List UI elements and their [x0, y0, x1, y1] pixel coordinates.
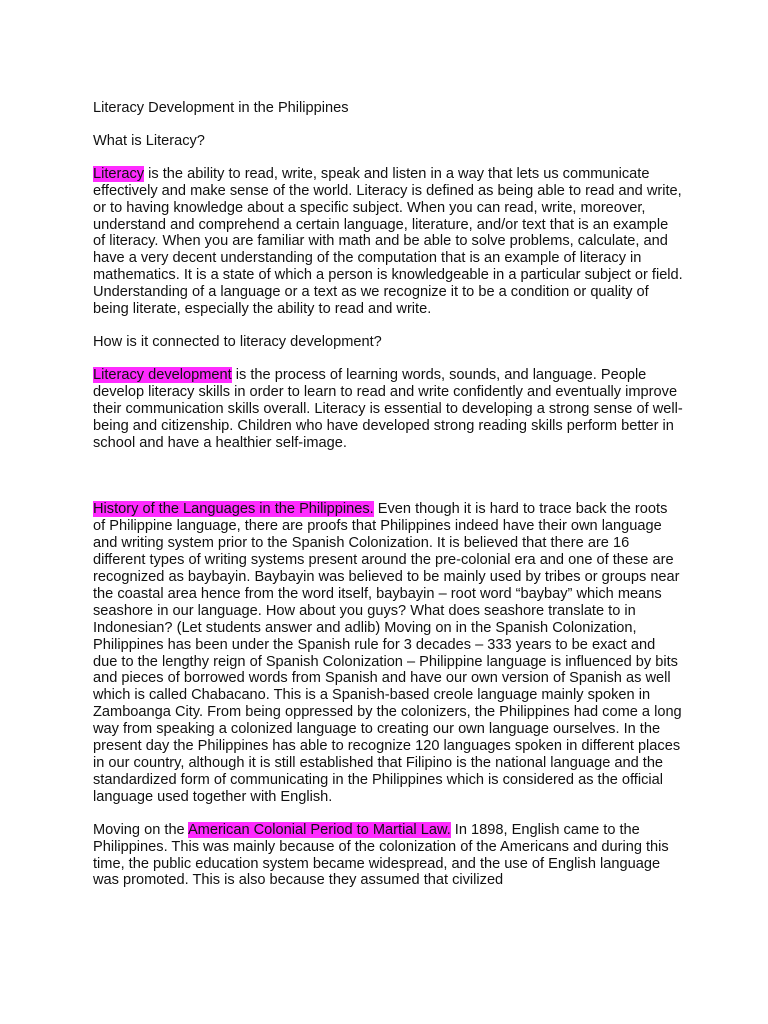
highlight-history-languages: History of the Languages in the Philippines. [93, 501, 374, 518]
paragraph-literacy-development [93, 367, 683, 452]
question-connection: How is it connected to literacy development? [93, 333, 382, 350]
blank-line [93, 467, 683, 501]
paragraph-history-languages-text: Even though it is hard to trace back the roots of Philippine language, there are proofs that Philippines indeed have their own language and writing system prior to the Spanish Colonization. It is believed that there are 16 different types of writing systems present around the pre-colonial era and one of these are recognized as baybayin. Baybayin was believed to be mainly used by tribes or groups near the coastal area hence from the word itself, baybayin – root word “baybay” which means seashore in our language. How about you guys? What does seashore translate to in Indonesian? (Let students answer and adlib) Moving on in the Spanish Colonization, Philippines has been under the Spanish rule for 3 decades – 333 years to be exact and due to the lengthy reign of Spanish Colonization – Philippine language is influenced by bits and pieces of borrowed words from Spanish and have our own version of Spanish as well which is called Chabacano. This is a Spanish-based creole language mainly spoken in Zamboanga City. From being oppressed by the colonizers, the Philippines had come a long way from speaking a colonized language to creating our own language ourselves. In the present day the Philippines has able to recognize 120 languages spoken in different places in our country, although it is still established that Filipino is the national language and the standardized form of communicating in the Philippines which is considered as the official language used together with English. [93, 501, 682, 805]
paragraph-american-text: In 1898, English came to the Philippines. This was mainly because of the colonization of the Americans and during this time, the public education system became widespread, and the use of English language was promoted. This is also because they assumed that civilized [93, 821, 669, 889]
highlight-american-period: American Colonial Period to Martial Law. [187, 821, 451, 838]
paragraph-literacy-development-text: is the process of learning words, sounds, and language. People develop literacy skills in order to learn to read and write confidently and eventually improve their communication skills overall. Literacy is essential to developing a strong sense of well-being and citizenship. Children who have developed strong reading skills perform better in school and have a healthier self-image. [93, 366, 683, 451]
question-what-is-literacy: What is Literacy? [93, 132, 205, 149]
paragraph-american-period [93, 822, 683, 890]
highlight-literacy-development: Literacy development [93, 366, 232, 383]
paragraph-american-lead: Moving on the [93, 821, 188, 838]
paragraph-literacy-definition [93, 166, 683, 318]
paragraph-literacy-text: is the ability to read, write, speak and listen in a way that lets us communicate effectively and make sense of the world. Literacy is defined as being able to read and write, or to having knowledge about a specific subject. When you can read, write, moreover, understand and comprehend a certain language, literature, and/or text that is an example of literacy. When you are familiar with math and be able to solve problems, calculate, and have a very decent understanding of the computation that is an example of literacy in mathematics. It is a state of which a person is knowledgeable in a particular subject or field. Understanding of a language or a text as we recognize it to be a condition or quality of being literate, especially the ability to read and write. [93, 165, 683, 318]
highlight-literacy: Literacy [93, 165, 145, 182]
document-title: Literacy Development in the Philippines [93, 100, 349, 116]
document-body [93, 100, 683, 905]
paragraph-history-languages [93, 501, 683, 805]
